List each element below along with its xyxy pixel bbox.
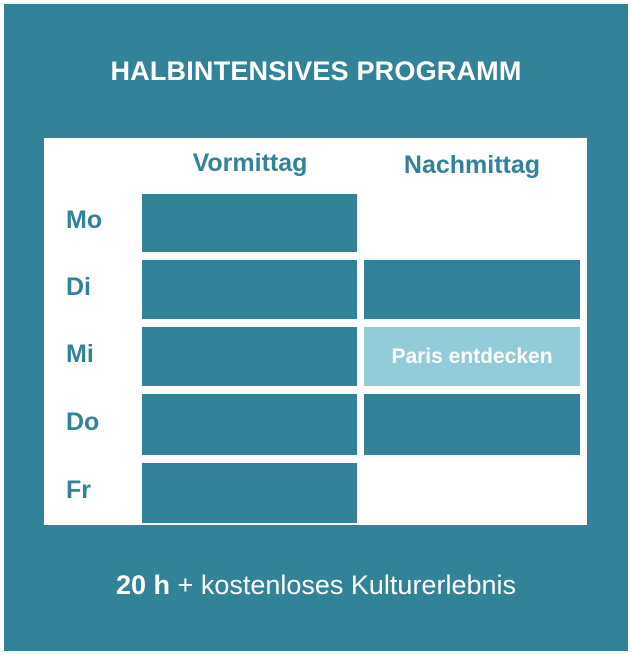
program-card (4, 4, 628, 651)
slot-do-afternoon (364, 394, 580, 455)
day-label-mi: Mi (66, 340, 94, 368)
footer-text (4, 570, 628, 601)
column-header-afternoon: Nachmittag (403, 151, 541, 179)
day-label-di: Di (66, 273, 91, 301)
slot-fr-morning (142, 463, 357, 523)
footer-rest: + kostenloses Kulturerlebnis (170, 570, 516, 600)
slot-mi-morning (142, 327, 357, 386)
slot-mi-afternoon-paris: Paris entdecken (364, 327, 580, 386)
day-label-fr: Fr (66, 476, 91, 504)
day-label-mo: Mo (66, 206, 103, 234)
slot-mo-morning (142, 194, 357, 252)
day-label-do: Do (66, 408, 100, 436)
program-title: HALBINTENSIVES PROGRAMM (110, 56, 522, 86)
slot-do-morning (142, 394, 357, 455)
schedule-table (44, 138, 587, 525)
footer-hours: 20 h (116, 570, 171, 600)
slot-di-morning (142, 260, 357, 319)
column-header-morning: Vormittag (192, 149, 308, 177)
slot-di-afternoon (364, 260, 580, 319)
